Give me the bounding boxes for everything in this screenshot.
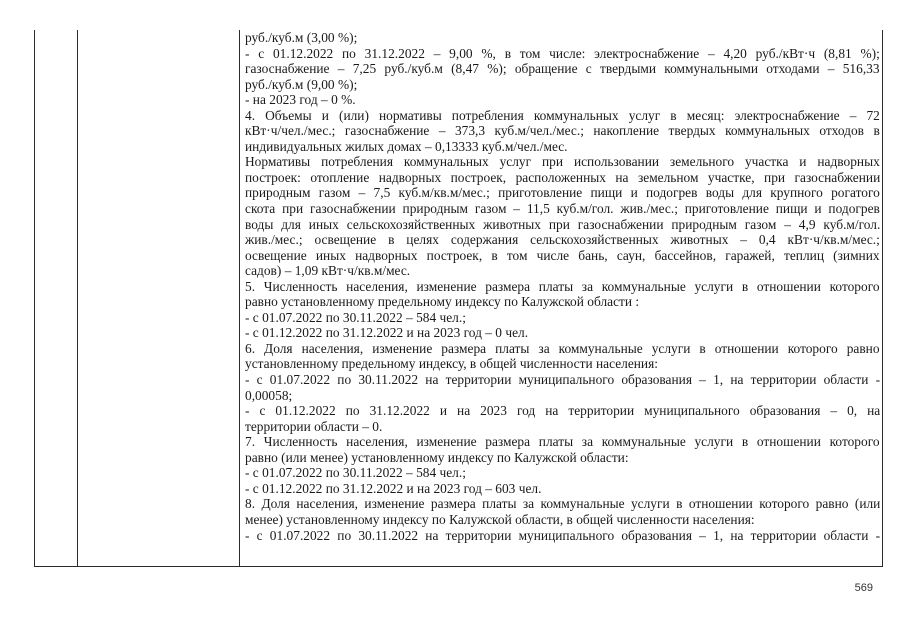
text-line: установленному предельному индексу, в общей численности населения: [245,356,658,372]
table-frame [34,30,883,567]
text-line: менее) установленному индексу по Калужской области, в общей численности населения: [245,511,755,527]
text-line: садов) – 1,09 кВт·ч/кв.м/мес. [245,263,411,279]
text-line: - с 01.07.2022 по 30.11.2022 – 584 чел.; [245,309,466,325]
text-line: жив./мес.; освещение в целях содержания сельскохозяйственных животных – 0,4 кВт·ч/кв.м/мес.; [245,232,880,248]
text-line: природным газом – 7,5 куб.м/кв.м/мес.; приготовление пищи и подогрев воды для крупного рогатого [245,185,880,201]
text-line: скота при газоснабжении природным газом – 11,5 куб.м/гол. жив./мес.; приготовление пищи и подогрев [245,201,880,217]
text-line: руб./куб.м (9,00 %); [245,76,358,92]
text-line: - на 2023 год – 0 %. [245,92,356,108]
text-line: кВт·ч/чел./мес.; газоснабжение – 373,3 куб.м/чел./мес.; накопление твердых коммунальных отходов в [245,123,880,139]
text-line: - с 01.12.2022 по 31.12.2022 – 9,00 %, в том числе: электроснабжение – 4,20 руб./кВт·ч (8,81 %); [245,45,880,61]
text-line: территории области – 0. [245,418,383,434]
text-line: - с 01.07.2022 по 30.11.2022 на территории муниципального образования – 1, на территории области - [245,372,880,388]
text-line: 0,00058; [245,387,293,403]
text-cell [245,30,880,567]
text-line: построек: отопление надворных построек, расположенных на земельном участке, при газоснабжении [245,169,880,185]
column-divider-1 [77,30,78,566]
column-divider-2 [239,30,240,566]
text-line: 5. Численность населения, изменение размера платы за коммунальные услуги в отношении которого [245,278,880,294]
text-line: индивидуальных жилых домах – 0,13333 куб.м/чел./мес. [245,138,568,154]
text-line: равно установленному предельному индексу по Калужской области : [245,294,640,310]
text-line: - с 01.07.2022 по 30.11.2022 на территории муниципального образования – 1, на территории области - [245,527,880,543]
text-line: - с 01.12.2022 по 31.12.2022 и на 2023 год – 603 чел. [245,480,542,496]
text-line: - с 01.12.2022 по 31.12.2022 и на 2023 год на территории муниципального образования – 0, на [245,403,880,419]
text-line: - с 01.07.2022 по 30.11.2022 – 584 чел.; [245,465,466,481]
text-line: освещение иных надворных построек, в том числе бань, саун, бассейнов, гаражей, теплиц (зимних [245,247,880,263]
text-line: - с 01.12.2022 по 31.12.2022 и на 2023 год – 0 чел. [245,325,529,341]
text-line: 7. Численность населения, изменение размера платы за коммунальные услуги в отношении которого [245,434,880,450]
text-line: равно (или менее) установленному индексу по Калужской области: [245,449,629,465]
text-line: 6. Доля населения, изменение размера платы за коммунальные услуги в отношении которого равно [245,340,880,356]
text-line: газоснабжение – 7,25 руб./куб.м (8,47 %); обращение с твердыми коммунальными отходами – 516,33 [245,61,880,77]
text-line: Нормативы потребления коммунальных услуг при использовании земельного участка и надворных [245,154,880,170]
text-line: воды для иных сельскохозяйственных животных при газоснабжении природным газом – 4,9 куб.м/гол. [245,216,880,232]
text-line: руб./куб.м (3,00 %); [245,30,358,45]
text-line: 4. Объемы и (или) нормативы потребления коммунальных услуг в месяц: электроснабжение – 72 [245,107,880,123]
text-line: 8. Доля населения, изменение размера платы за коммунальные услуги в отношении которого равно (или [245,496,880,512]
page-number: 569 [854,582,873,594]
